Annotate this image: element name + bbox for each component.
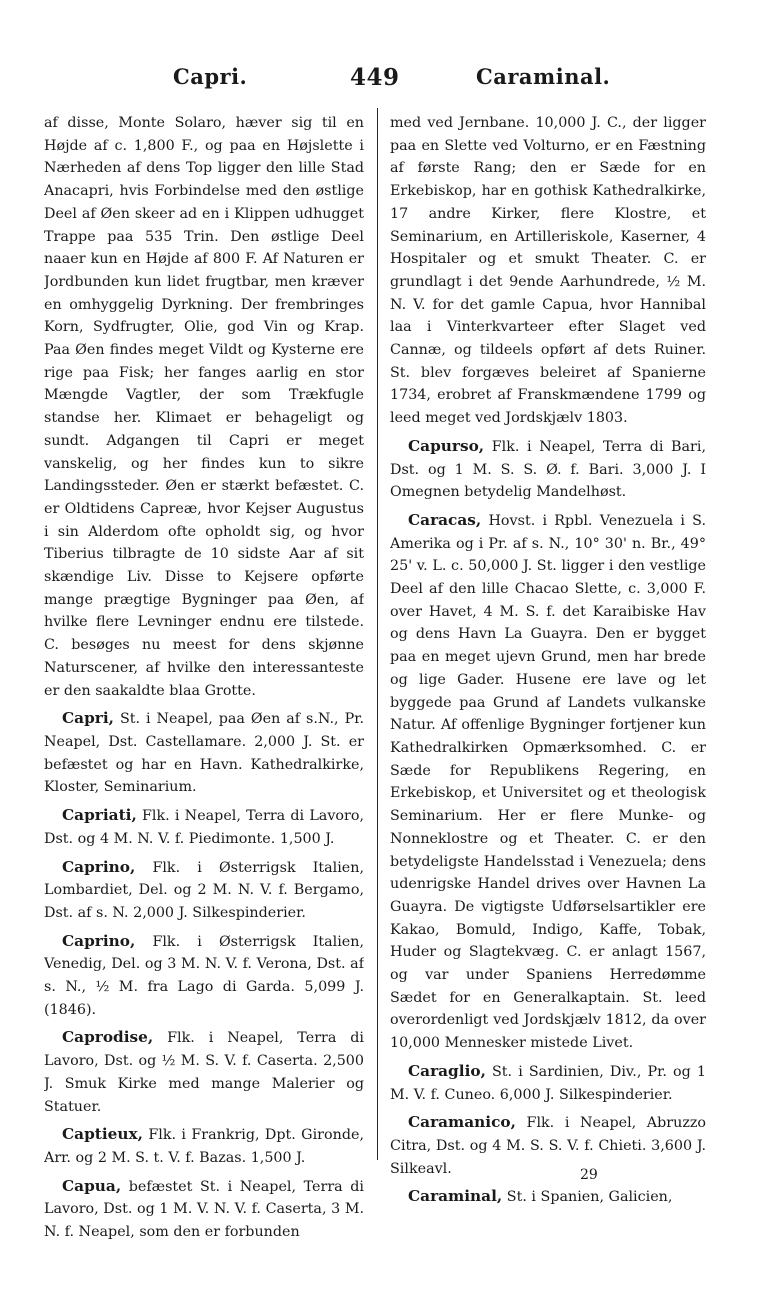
- entry: [390, 435, 706, 504]
- right-column: [390, 112, 706, 1262]
- entry-text: med ved Jernbane. 10,000 J. C., der ligger paa en Slette ved Volturno, er en Fæstning af første Rang; den er Sæde for en Erkebiskop, har en gothisk Kathedralkirke, 17 andre Kirker, flere Klostre, et Seminarium, en Artilleriskole, Kaserner, 4 Hospitaler og et smukt Theater. C. er grundlagt i det 9ende Aarhundrede, ½ M. N. V. for det gamle Capua, hvor Hannibal laa i Vinterkvarteer efter Slaget ved Cannæ, og tildeels opført af dets Ruiner. St. blev forgæves beleiret af Spanierne 1734, erobret af Franskmændene 1799 og leed meget ved Jordskjælv 1803.: [390, 115, 706, 427]
- entry: [390, 1060, 706, 1106]
- entry-headword: Capua,: [62, 1176, 122, 1195]
- entry-text: Flk. i Neapel, Terra di Lavoro, Dst. og 4 M. N. V. f. Piedimonte. 1,500 J.: [44, 808, 364, 847]
- entry: [44, 1175, 364, 1244]
- entry: [44, 707, 364, 799]
- entry-text: Flk. i Østerrigsk Italien, Lombardiet, Del. og 2 M. N. V. f. Bergamo, Dst. af s. N. 2,000 J. Silkespinderier.: [44, 859, 364, 921]
- entry-headword: Capriati,: [62, 806, 137, 825]
- entry-text: St. i Sardinien, Div., Pr. og 1 M. V. f. Cuneo. 6,000 J. Silkespinderier.: [390, 1063, 706, 1103]
- entry-text: Flk. i Neapel, Abruzzo Citra, Dst. og 4 M. S. S. V. f. Chieti. 3,600 J. Silkeavl.: [390, 1115, 706, 1177]
- entry-text: Hovst. i Rpbl. Venezuela i S. Amerika og i Pr. af s. N., 10° 30' n. Br., 49° 25' v. L. c. 50,000 J. St. ligger i den vestlige Deel af den lille Chacao Slette, c. 3,000 F. over Havet, 4 M. S. f. det Karaibiske Hav og dens Havn La Guayra. Den er bygget paa en meget ujevn Grund, men har brede og lige Gader. Husene ere lave og let byggede paa Grund af Landets vulkanske Natur. Af offenlige Bygninger fortjener kun Kathedralkirken Opmærksomhed. C. er Sæde for Republikens Regering, en Erkebiskop, et Universitet og et theologisk Seminarium. Her er flere Munke- og Nonneklostre og et Theater. C. er den betydeligste Handelsstad i Venezuela; dens udenrigske Handel drives over Havnen La Guayra. De vigtigste Udførselsartikler ere Kakao, Bomuld, Indigo, Kaffe, Tobak, Huder og Slagtekvæg. C. er anlagt 1567, og var under Spaniens Herredømme Sædet for en Generalkaptain. St. leed overordenligt ved Jordskjælv 1812, da over 10,000 Mennesker mistede Livet.: [390, 512, 706, 1052]
- entry-headword: Caracas,: [408, 510, 482, 529]
- entry-headword: Caraminal,: [408, 1187, 503, 1206]
- entry-headword: Capurso,: [408, 436, 485, 455]
- column-divider: [377, 108, 378, 1160]
- entry-text: St. i Neapel, paa Øen af s.N., Pr. Neapel, Dst. Castellamare. 2,000 J. St. er befæstet og har en Havn. Kathedralkirke, Kloster, Seminarium.: [44, 711, 364, 796]
- entry-text: befæstet St. i Neapel, Terra di Lavoro, Dst. og 1 M. V. N. V. f. Caserta, 3 M. N. f. Neapel, som den er forbunden: [44, 1178, 364, 1241]
- header-left-catchword: Capri.: [173, 64, 248, 89]
- entry-text: St. i Spanien, Galicien,: [506, 1189, 673, 1206]
- entry-text: Flk. i Neapel, Terra di Bari, Dst. og 1 M. S. S. Ø. f. Bari. 3,000 J. I Omegnen betydelig Mandelhøst.: [390, 438, 706, 501]
- entry-headword: Caraglio,: [408, 1061, 486, 1080]
- entry-text: Flk. i Neapel, Terra di Lavoro, Dst. og ½ M. S. V. f. Caserta. 2,500 J. Smuk Kirke med mange Malerier og Statuer.: [44, 1030, 364, 1115]
- entry: [390, 1111, 706, 1180]
- entry-text: Flk. i Østerrigsk Italien, Venedig, Del. og 3 M. N. V. f. Verona, Dst. af s. N., ½ M. fra Lago di Garda. 5,099 J. (1846).: [44, 933, 364, 1018]
- entry: [44, 856, 364, 925]
- entry: [44, 1123, 364, 1169]
- entry: [44, 804, 364, 850]
- entry-headword: Caprodise,: [62, 1028, 154, 1047]
- printer-signature: 29: [580, 1167, 598, 1183]
- entry: [390, 1185, 706, 1209]
- page-number: 449: [350, 64, 400, 91]
- entry-continuation: [390, 112, 706, 430]
- left-column: [44, 112, 364, 1262]
- entry-text: af disse, Monte Solaro, hæver sig til en Højde af c. 1,800 F., og paa en Højslette i Nærheden af dens Top ligger den lille Stad Anacapri, hvis Forbindelse med den østlige Deel af Øen skeer ad en i Klippen udhugget Trappe paa 535 Trin. Den østlige Deel naaer kun en Højde af 800 F. Af Naturen er Jordbunden kun lidet frugtbar, men kræver en omhyggelig Dyrkning. Der frembringes Korn, Sydfrugter, Olie, god Vin og Krap. Paa Øen findes meget Vildt og Kysterne ere rige paa Fisk; her fanges aarlig en stor Mængde Vagtler, der som Trækfugle standse her. Klimaet er behageligt og sundt. Adgangen til Capri er meget vanskelig, og her findes kun to sikre Landingssteder. Øen er stærkt befæstet. C. er Oldtidens Capreæ, hvor Kejser Augustus i sin Alderdom ofte opholdt sig, og hvor Tiberius tilbragte de 10 sidste Aar af sit skændige Liv. Disse to Kejsere opførte mange prægtige Bygninger paa Øen, af hvilke flere Levninger endnu ere tilstede. C. besøges nu meest for dens skjønne Naturscener, af hvilke den interessanteste er den saakaldte blaa Grotte.: [44, 115, 364, 699]
- entry-headword: Capri,: [62, 709, 114, 728]
- entry: [390, 509, 706, 1055]
- header-right-catchword: Caraminal.: [476, 64, 611, 89]
- entry: [44, 1026, 364, 1118]
- entry-headword: Caramanico,: [408, 1113, 516, 1132]
- entry-headword: Captieux,: [62, 1125, 143, 1144]
- entry-headword: Caprino,: [62, 857, 136, 876]
- entry-continuation: [44, 112, 364, 702]
- entry-headword: Caprino,: [62, 931, 136, 950]
- entry: [44, 930, 364, 1022]
- entry-text: Flk. i Frankrig, Dpt. Gironde, Arr. og 2 M. S. t. V. f. Bazas. 1,500 J.: [44, 1127, 364, 1166]
